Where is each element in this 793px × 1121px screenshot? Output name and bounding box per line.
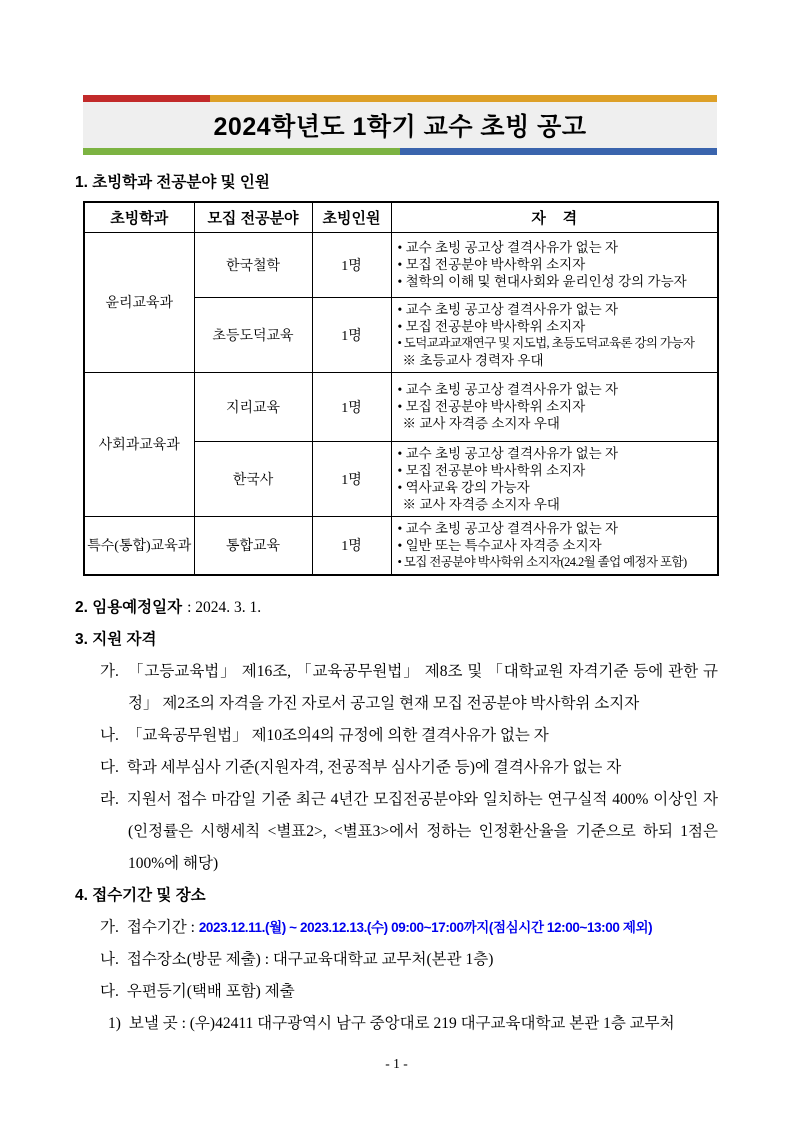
header-qualification: 자 격 <box>391 202 718 232</box>
table-row <box>84 232 718 297</box>
qual-line: • 교수 초빙 공고상 결격사유가 없는 자 <box>397 301 619 317</box>
count-cell: 1명 <box>312 297 391 372</box>
qual-line: ※ 초등교사 경력자 우대 <box>402 352 544 368</box>
table-header-row <box>84 202 718 232</box>
qual-line: • 역사교육 강의 가능자 <box>397 479 530 495</box>
qual-line: • 철학의 이해 및 현대사회와 윤리인성 강의 가능자 <box>397 274 687 289</box>
section3-item <box>100 784 718 880</box>
section4-item <box>100 976 718 1008</box>
section2-heading: 2. 임용예정일자 <box>75 599 183 616</box>
count-cell: 1명 <box>312 372 391 441</box>
dept-cell: 윤리교육과 <box>84 232 194 372</box>
item-text: 「고등교육법」 제16조, 「교육공무원법」 제8조 및 「대학교원 자격기준 등에 관한 규정」 제2조의 자격을 가진 자로서 공고일 현재 모집 전공분야 박사학위 소지자 <box>126 663 718 712</box>
item-text: 보낼 곳 : (우)42411 대구광역시 남구 중앙대로 219 대구교육대학교 본관 1층 교무처 <box>128 1015 675 1032</box>
item-label: 라. <box>100 791 119 808</box>
quals-cell <box>391 232 718 297</box>
item-text: 「교육공무원법」 제10조의4의 규정에 의한 결격사유가 없는 자 <box>126 727 549 744</box>
section4-sub-item <box>108 1008 718 1040</box>
section4-item <box>100 912 718 944</box>
quals-cell <box>391 441 718 516</box>
qual-line: • 교수 초빙 공고상 결격사유가 없는 자 <box>397 382 619 397</box>
section3-item <box>100 656 718 720</box>
item-label: 다. <box>100 759 119 776</box>
qual-line: • 일반 또는 특수교사 자격증 소지자 <box>397 537 602 553</box>
section3-item <box>100 752 718 784</box>
banner-blue-segment <box>400 148 717 155</box>
recruitment-table <box>83 201 719 576</box>
section1-heading: 1. 초빙학과 전공분야 및 인원 <box>75 174 270 191</box>
application-period-highlight: 2023.12.11.(월) ~ 2023.12.13.(수) 09:00~17:00까지(점심시간 12:00~13:00 제외) <box>198 920 653 935</box>
banner-red-segment <box>83 95 210 102</box>
quals-cell <box>391 297 718 372</box>
header-major: 모집 전공분야 <box>194 202 312 232</box>
title-banner <box>83 95 717 155</box>
major-cell: 한국사 <box>194 441 312 516</box>
qual-line: • 모집 전공분야 박사학위 소지자 <box>397 399 586 414</box>
item-text: 접수장소(방문 제출) : 대구교육대학교 교무처(본관 1층) <box>126 951 494 968</box>
section3-heading: 3. 지원 자격 <box>75 631 157 648</box>
title-background <box>83 102 717 148</box>
count-cell: 1명 <box>312 232 391 297</box>
section4-heading: 4. 접수기간 및 장소 <box>75 887 206 904</box>
section2-line <box>75 592 718 624</box>
item-label: 가. <box>100 663 119 680</box>
major-cell: 지리교육 <box>194 372 312 441</box>
major-cell: 통합교육 <box>194 516 312 575</box>
section4-item <box>100 944 718 976</box>
qual-line: • 모집 전공분야 박사학위 소지자 <box>397 462 586 478</box>
qual-line: • 모집 전공분야 박사학위 소지자(24.2월 졸업 예정자 포함) <box>397 554 687 569</box>
table-row <box>84 372 718 441</box>
qual-line: ※ 교사 자격증 소지자 우대 <box>402 496 560 512</box>
qual-line: • 교수 초빙 공고상 결격사유가 없는 자 <box>397 240 619 255</box>
item-label: 다. <box>100 983 119 1000</box>
banner-top-bar <box>83 95 717 102</box>
item-text: 우편등기(택배 포함) 제출 <box>126 983 295 1000</box>
item-text: 지원서 접수 마감일 기준 최근 4년간 모집전공분야와 일치하는 연구실적 400% 이상인 자(인정률은 시행세칙 <별표2>, <별표3>에서 정하는 인정환산율을 기준으로 하되 1점은 100%에 해당) <box>126 791 718 872</box>
item-label: 나. <box>100 951 119 968</box>
qual-line: • 교수 초빙 공고상 결격사유가 없는 자 <box>397 445 619 461</box>
item-text: 접수기간 : <box>126 919 199 936</box>
quals-cell <box>391 372 718 441</box>
qual-line: • 모집 전공분야 박사학위 소지자 <box>397 257 586 272</box>
dept-cell: 특수(통합)교육과 <box>84 516 194 575</box>
qual-line: • 교수 초빙 공고상 결격사유가 없는 자 <box>397 520 619 536</box>
item-label: 1) <box>108 1015 121 1032</box>
count-cell: 1명 <box>312 441 391 516</box>
banner-orange-segment <box>210 95 717 102</box>
dept-cell: 사회과교육과 <box>84 372 194 516</box>
qual-line: • 도덕교과교재연구 및 지도법, 초등도덕교육론 강의 가능자 <box>397 335 695 350</box>
major-cell: 한국철학 <box>194 232 312 297</box>
page-title: 2024학년도 1학기 교수 초빙 공고 <box>213 113 587 141</box>
header-dept: 초빙학과 <box>84 202 194 232</box>
qual-line: ※ 교사 자격증 소지자 우대 <box>402 416 560 431</box>
count-cell: 1명 <box>312 516 391 575</box>
quals-cell <box>391 516 718 575</box>
item-label: 가. <box>100 919 119 936</box>
item-label: 나. <box>100 727 119 744</box>
page-number: - 1 - <box>385 1056 408 1071</box>
table-row <box>84 516 718 575</box>
major-cell: 초등도덕교육 <box>194 297 312 372</box>
document-content <box>75 0 718 1078</box>
section3-item <box>100 720 718 752</box>
header-count: 초빙인원 <box>312 202 391 232</box>
banner-bottom-bar <box>83 148 717 155</box>
section2-value: : 2024. 3. 1. <box>187 599 262 616</box>
item-text: 학과 세부심사 기준(지원자격, 전공적부 심사기준 등)에 결격사유가 없는 자 <box>126 759 622 776</box>
qual-line: • 모집 전공분야 박사학위 소지자 <box>397 318 586 334</box>
banner-green-segment <box>83 148 400 155</box>
